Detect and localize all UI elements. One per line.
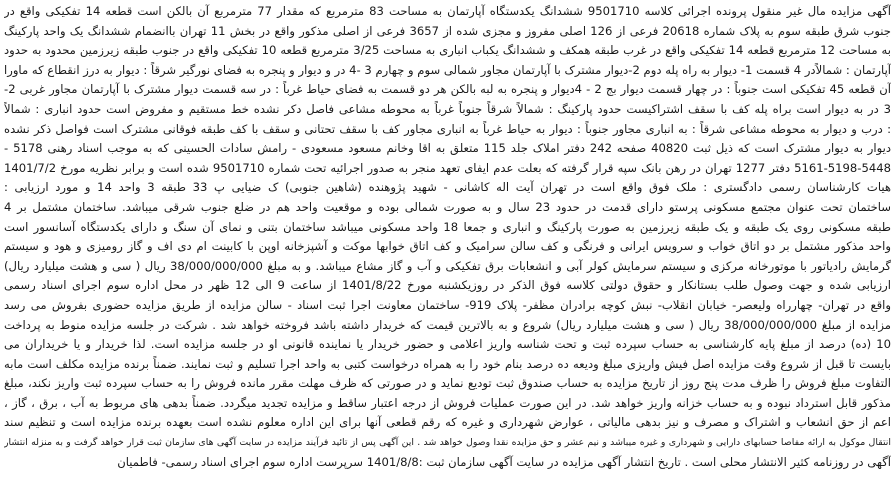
notice-line: 10 (ده) درصد از مبلغ پایه کارشناسی به حساب سپرده ثبت و تحت شناسه واریز اعلامی و حضور خریدار یا نماینده قانونی او در جلسه مزایده است. لذا خریدار و یا خریداران می — [4, 337, 891, 352]
notice-line: واحد مذکور مشتمل بر دو اتاق خواب و سرویس ایرانی و فرنگی و کف سالن سرامیک و کف اتاق خوابها موکت و آشپزخانه اوپن با کابینت ام دی اف و گاز رومیزی و هود و سیستم — [4, 239, 891, 254]
notice-line: به مساحت 12 مترمربع قطعه 14 تفکیکی واقع در غرب طبقه همکف و ششدانگ یکباب انباری به مساحت 3/25 مترمربع قطعه 10 تفکیکی واقع در جنوب طبقه زیرزمین محدود به حدود — [4, 43, 891, 58]
notice-line: هیات کارشناسان رسمی دادگستری : ملک فوق واقع است در تهران آیت اله کاشانی - شهید پژوهنده (شاهین جنوبی) ک ضیایی پ 33 طبقه 3 واحد 14 و مورد ارزیابی : — [4, 180, 891, 195]
notice-line: جنوب شرق طبقه سوم به پلاک شماره 20618 فرعی از 126 اصلی مفروز و مجزی شده از 3657 فرعی از اصلی مذکور واقع در بخش 11 تهران باانضمام ششدانگ یک واحد پارکینگ — [4, 23, 891, 38]
notice-line: انتقال موکول به ارائه مفاصا حسابهای دارایی و شهرداری و غیره میباشد و نیم عشر و حق مزایده نقدا وصول خواهد شد . این آگهی پس از تائید فرآیند مزایده در سایت آگهی های سازمان ثبت قرار خواهد گرفت و به منزله انتشار — [4, 437, 891, 449]
notice-line: مذکور قابل استرداد نبوده و به حساب خزانه واریز خواهد شد. در این صورت عملیات فروش از درجه اعتبار ساقط و مزایده تجدید میگردد. ضمناً بدهی های مربوط به آب ، برق ، گاز ، — [4, 395, 891, 410]
notice-line: گرمایش رادیاتور با موتورخانه مرکزی و سیستم سرمایش کولر آبی و انشعابات برق تفکیکی و آب و گاز مشاع میباشد. و به مبلغ 38/000/000/000 ریال ( سی و هشت میلیارد ریال) — [4, 258, 891, 273]
notice-line: 5161-5198-5448 دفتر 1277 تهران در رهن بانک سپه قرار گرفته که بعلت عدم ایفای تعهد منجر به صدور اجرائیه تحت شماره 9501710 شده است و برابر نظریه مورخ 1401/7/2 — [4, 160, 891, 175]
notice-line: آگهی مزایده مال غیر منقول پرونده اجرائی کلاسه 9501710 ششدانگ یکدستگاه آپارتمان به مساحت 83 مترمربع که مقدار 77 مترمربع آن بالکن است قطعه 14 تفکیکی واقع در — [4, 4, 891, 18]
notice-line: واقع در تهران- چهارراه ولیعصر- خیابان انقلاب- نبش کوچه برادران مظفر- پلاک 919- ساختمان معاونت اجرا ثبت اسناد - سالن مزایده از طریق مزایده حضوری بفروش می رسد — [4, 297, 891, 312]
notice-line: آگهی در روزنامه کثیر الانتشار محلی است . تاریخ انتشار آگهی مزایده در سایت آگهی سازمان ثبت :1401/8/8 سرپرست اداره سوم اجرای اسناد رسمی- فاطمیان — [117, 454, 891, 469]
notice-line: التفاوت مبلغ فروش را ظرف مدت پنج روز از تاریخ مزایده به حساب صندوق ثبت تودیع نماید و در صورتی که ظرف مهلت مقرر مانده فروش را به حساب سپرده ثبت واریز نکند، مبلغ — [4, 376, 891, 391]
notice-line: بایست تا قبل از شروع وقت مزایده اصل فیش واریزی مبلغ ودیعه ده درصد بنام خود را به همراه درخواست کتبی به واحد اجرا تسلیم و ثبت نمایند. ضمناً برنده مزایده مکلف است مابه — [4, 356, 891, 371]
notice-line: آپارتمان : شمالاًدر 4 قسمت 1- دیوار به راه پله دوم 2-دیوار مشترک با آپارتمان مجاور شمالی سوم و چهارم 3 -4 در و دیوار و پنجره به فضای نورگیر شرقاً : دیوار به درز انقطاع که ماورا — [4, 62, 891, 77]
notice-line: 3 در به دیوار است براه پله کف با سقف اشتراکیست حدود پارکینگ : شمالاً شرقاً جنوباً غرباً به محوطه مشاعی فاصل دکر نشده خط مستقیم و مفروض است حدود انباری : شمالاً — [4, 101, 891, 116]
notice-line: : درب و دیوار به محوطه مشاعی شرقاً : به انباری مجاور جنوباً : دیوار به حیاط غرباً به انباری مجاور کف با سقف تحتانی و سقف با کف طبقه فوقانی مشترک است فواصل ذکر نشده — [4, 121, 891, 136]
notice-line: مزایده از مبلغ 38/000/000/000 ریال ( سی و هشت میلیارد ریال) شروع و به بالاترین قیمت که خریدار داشته باشد فروخته خواهد شد . شرکت در جلسه مزایده منوط به پرداخت — [4, 317, 891, 332]
notice-line: ساختمان تحت عنوان مجتمع مسکونی پرستو دارای قدمت در حدود 23 سال و به صورت شمالی بوده و موقعیت واحد هم در ضلع جنوب شرقی میباشد. ساختمان مشتمل بر 4 — [4, 199, 891, 214]
notice-line: دیوار به دیوار مشترک است که ذیل ثبت 40820 صفحه 242 دفتر املاک جلد 115 متعلق به اقا وخانم مسعود مسعودی - رامش سادات الحسینی که به موجب اسناد رهنی 5178 - — [4, 141, 891, 156]
notice-line: طبقه مسکونی روی یک طبقه و یک طبقه زیرزمین به صورت پارکینگ و انباری و جمعا 18 واحد مسکونی میباشد ساختمان بتنی و نمای آن سنگ و دارای یکدستگاه آسانسور است — [4, 219, 891, 234]
notice-line: ارزیابی شده و جهت وصول طلب بستانکار و حقوق دولتی کلاسه فوق الذکر در روزیکشنبه مورخ 1401/8/22 از ساعت 9 الی 12 ظهر در محل اداره سوم اجرای اسناد رسمی — [4, 278, 891, 293]
notice-line: آن قطعه 45 تفکیکی است جنوباً : در چهار قسمت دیوار بج 2 - 4دیوار و پنجره به لبه بالکن هر دو قسمت به فضای حیاط غرباً : در سه قسمت دیوار مشترک با آپارتمان مجاور غربی 2- — [4, 82, 891, 97]
notice-line: اعم از حق انشعاب و اشتراک و مصرف و نیز بدهی مالیاتی ، عوارض شهرداری و غیره که رقم قطعی آنها برای این اداره معلوم نشده است بعهده برنده مزایده است و تنظیم سند — [4, 415, 891, 430]
